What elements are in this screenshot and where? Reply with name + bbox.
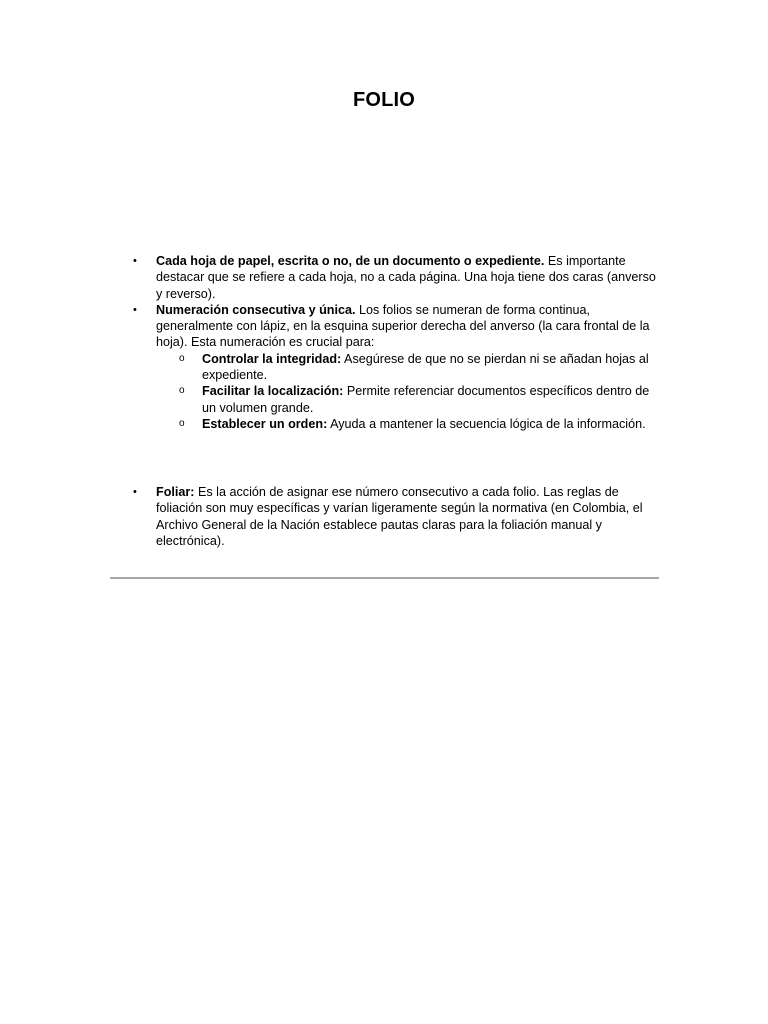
circle-bullet-icon: o [179,352,185,364]
page-title: FOLIO [352,89,416,111]
item-text: Los folios se numeran de forma continua, generalmente con lápiz, en la esquina superior derecha del anverso (la cara frontal de la hoja). Esta numeración es crucial para: [156,302,650,350]
sub-item-text: Asegúrese de que no se pierdan ni se añadan hojas al expediente. [202,351,649,383]
bullet-icon: • [133,255,137,267]
sub-item-text: Permite referenciar documentos específicos dentro de un volumen grande. [202,384,650,415]
horizontal-divider [110,577,659,579]
item-heading: Foliar: [156,485,195,499]
sub-list-item [179,383,661,416]
sub-item-heading: Controlar la integridad: [202,351,342,366]
sub-item-text: Ayuda a mantener la secuencia lógica de la información. [327,416,646,431]
sub-item-heading: Establecer un orden: [202,416,328,431]
definition-list [133,253,661,432]
bullet-icon: • [133,303,137,316]
item-heading: Numeración consecutiva y única. [156,302,356,317]
item-heading: Cada hoja de papel, escrita o no, de un documento o expediente. [156,254,545,268]
item-text: Es la acción de asignar ese número consecutivo a cada folio. Las reglas de foliación son muy específicas y varían ligeramente según la normativa (en Colombia, el Archivo General de la Nación establece pautas claras para la foliación manual y electrónica). [156,485,643,548]
circle-bullet-icon: o [179,417,185,429]
list-item [133,253,661,302]
bullet-icon: • [133,486,137,498]
list-item [133,302,661,432]
sub-list [156,351,661,432]
circle-bullet-icon: o [179,385,185,397]
sub-list-item [179,351,661,384]
action-list [133,484,661,549]
sub-item-heading: Facilitar la localización: [202,384,344,399]
item-text: Es importante destacar que se refiere a cada hoja, no a cada página. Una hoja tiene dos caras (anverso y reverso). [156,254,656,301]
sub-list-item [179,416,661,432]
list-item [133,484,661,549]
